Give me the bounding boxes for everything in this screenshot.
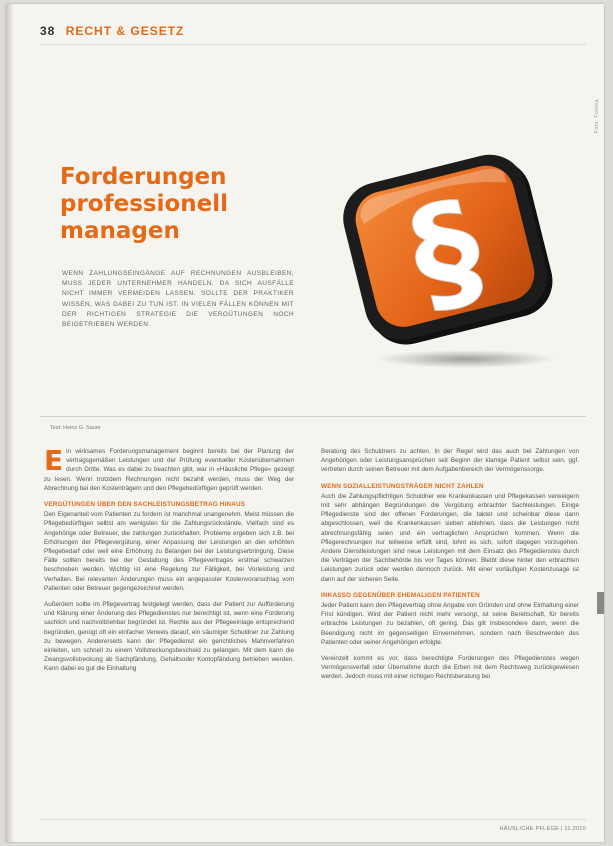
photo-credit: Foto: Fotolia [594, 99, 600, 134]
body-paragraph: Auch die Zahlungspflichtigen Schuldner wie Krankenkassen und Pflegekassen verweigern mit sehr abhängen Begründungen die Vergütung erbrachter Sachleistungen. Einige Pflegedienste sind der offenen Forderungen, die taktet und scheinbar diese dann abgeschlossen, weil die Krankenkassen sieben ablehnen, dass die Leistungen nicht abrechnungsfähig seien und ein vertraglichen Ansprüchen kommen. Wenn die Pflegerechnungen nur teilweise erfüllt sind, lohnt es sich, sofort dagegen vorzugehen. Andere Dienstleistungen sind neue Leistungen mit dem Einsatz des Pflegedienstes durch die Verträgen der Sachbehörde bis vor Tages können. Bleibt diese hinter den erbrachten Leistungen zurück oder werden dennoch zurück. Mit einer vorläufigen Kostenzusage ist dann auf der sicheren Seite. [321, 492, 579, 583]
paragraph-logo [326, 144, 576, 384]
intro-paragraph [44, 444, 294, 493]
body-paragraph: Außerdem sollte im Pflegevertrag festgelegt werden, dass der Patient zur Aufforderung und Klärung einer Änderung des Pflegedienstes nur berechtigt ist, wenn eine Forderung sachlich und nachvollziehbar begründet ist. Rechte aus der Pflegeeinlage entsprechend begründen, genügt oft ein einfacher Verweis darauf, ein säumiger Schuldner zur Zahlung zu bewegen. Andererseits kann der Pflegedienst ein gerichtliches Mahnverfahren einleiten, um schnell zu einem Vollstreckungsbescheid zu gelangen. Mit dem kann die Zwangsvollstreckung ab Sachpfändung, Gehaltsoder Kontopfändung betrieben werden. Kann dabei es gut die Einhaltung [44, 601, 294, 673]
body-paragraph: Jeder Patient kann den Pflegevertrag ohne Angabe von Gründen und ohne Einhaltung einer Frist kündigen. Wird der Patient nicht mehr versorgt, ist seine Bereitschaft, für bereits erbrachte Leistungen zu bezahlen, oft gering. Das gilt insbesondere dann, wenn die Beendigung nicht im gegenseitigen Einvernehmen, sondern nach Beschwerden des Patienten oder seiner Angehörigen erfolgte. [321, 602, 579, 646]
page-header [40, 24, 184, 38]
text-column-left [44, 444, 294, 681]
paragraph-icon [326, 144, 576, 384]
intro-text: in wirksames Forderungsmanagement beginnt bereits bei der Planung der vertragsgemäßen Leistungen und der Prüfung eventueller Kostenübernahmen durch Dritte. Was es dabei zu beachten gibt, war in »Häusliche Pflege« gezeigt zu lesen. Wenn trotzdem Rechnungen nicht bezahlt werden, muss der Weg der Abrechnung bei den Kostenträgern und den Pflegebedürftigen geprüft werden. [44, 448, 294, 492]
paragraph-glyph: § [396, 170, 497, 334]
body-paragraph: Beratung des Schuldners zu achten. In der Regel wird das auch bei Zahlungen von Angehörigen oder Leistungsansprüchen seit Beginn der klamige Patient selbst sein, ggf. vertreten durch seinen Betreuer mit dem Aufgabenbereich der Vermögenssorge. [321, 448, 579, 474]
page-edge-tab [597, 592, 604, 614]
header-rule [40, 44, 586, 45]
text-column-right [321, 447, 579, 689]
section-divider [40, 416, 586, 417]
subheading-verguetungen: VERGÜTUNGEN ÜBER DEN SACHLEISTUNGSBETRAG HINAUS [44, 501, 246, 509]
footer-rule [40, 819, 586, 820]
page-footer: HÄUSLICHE PFLEGE | 11.2010 [499, 826, 586, 832]
article-lead: WENN ZAHLUNGSEINGÄNGE AUF RECHNUNGEN AUSBLEIBEN, MUSS JEDER UNTERNEHMER HANDELN, DA SICH AUSFÄLLE NICHT IMMER VERMEIDEN LASSEN. SOLLTE DER PRAKTIKER WISSEN, WAS DABEI ZU TUN IST. IN VIELEN FÄLLEN KÖNNEN MIT DER RICHTIGEN STRATEGIE DIE VERGÜTUNGEN NOCH BEIGETRIEBEN WERDEN. [62, 270, 294, 329]
article-author: Text: Heinz G. Sauer [50, 425, 101, 431]
body-paragraph: Vereinzelt kommt es vor, dass berechtigte Forderungen des Pflegedienstes wegen Vermögensverfall oder Übernahme durch die Erben mit dem Rechtsweg zurückgewiesen werden. Jedoch muss mit einer richtigen Rechtsberatung bei [321, 655, 579, 681]
body-paragraph: Den Eigenanteil vom Patienten zu fordern ist manchmal unangenehm. Meist müssen die Pflegebedürftigen selbst am wenigsten für die Zahlungsrückstände. Vielfach sind es Angehörige oder Betreuer, die zahlungen zurückhalten. Probleme ergeben sich z.B. bei Erhöhungen der Pflegevergütung, einer Anpassung der Leistungen an den erhöhten Pflegebedarf oder weil eine Erhöhung zu Belangen bei der Leistungserbringung. Diese Fälle sollten bereits bei der Gestaltung des Pflegevertrages erstmal schwarzen beschrieben werden. Wichtig ist eine Regelung zur Fälligkeit, bei Vorleistung und Verhalten. Bei relevanten Änderungen muss ein angepasster Kostenvoranschlag vom Patienten oder Betreuer gegengezeichnet werden. [44, 511, 294, 592]
magazine-page [6, 4, 604, 842]
article-title: Forderungen professionell managen [60, 164, 229, 244]
subheading-inkasso: INKASSO GEGENÜBER EHEMALIGEN PATIENTEN [321, 591, 480, 599]
drop-cap: E [44, 444, 64, 477]
page-number: 38 [40, 24, 56, 38]
subheading-sozialleistungstraeger: WENN SOZIALLEISTUNGSTRÄGER NICHT ZAHLEN [321, 482, 484, 490]
section-title: RECHT & GESETZ [65, 24, 185, 38]
page-spine-shadow [6, 4, 14, 842]
